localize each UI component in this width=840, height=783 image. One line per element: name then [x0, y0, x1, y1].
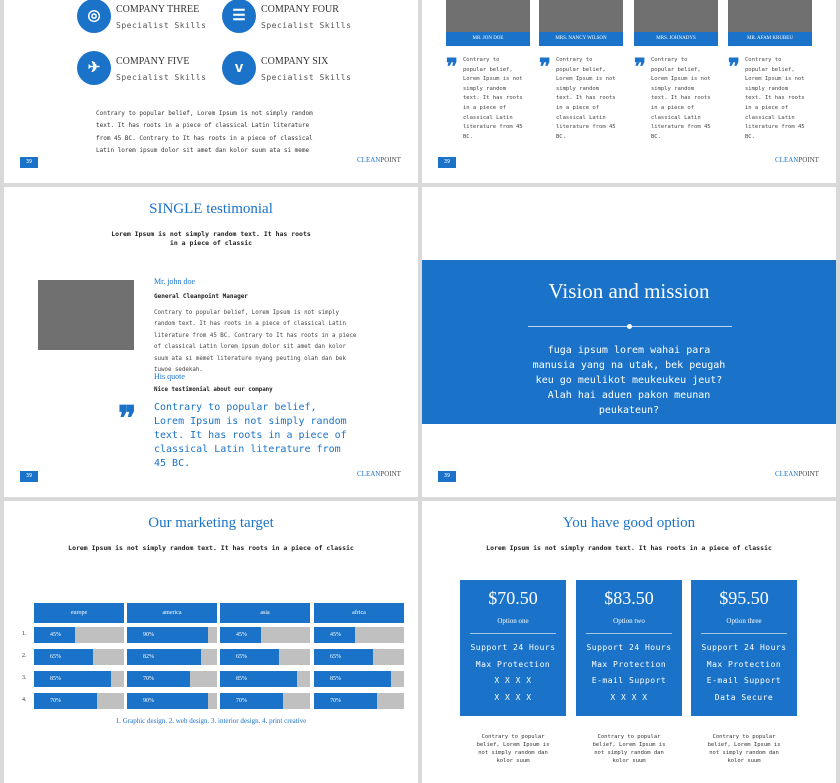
company-name: COMPANY FIVE	[116, 56, 190, 67]
bar-track	[220, 627, 310, 643]
column-header: america	[127, 603, 217, 623]
bar-fill: 65%	[220, 649, 279, 665]
bar-fill: 70%	[34, 693, 97, 709]
price-description: Contrary to popular belief, Lorem Ipsum is not simply random dan kolor suum	[476, 734, 550, 764]
team-name: MRS. JOHNADYS	[634, 32, 718, 46]
feature: E-mail Support	[591, 676, 667, 685]
price-amount: $83.50	[604, 588, 654, 608]
team-photo	[634, 0, 718, 32]
quote-subtitle: Nice testimonial about our company	[154, 387, 273, 393]
page-number: 39	[20, 157, 38, 168]
company-sub: Specialist Skills	[261, 21, 352, 30]
bar-fill: 82%	[127, 649, 201, 665]
slide-pricing[interactable]	[422, 501, 836, 783]
paragraph-line: Latin lorem ipsum dolor sit amet dan kolor suum ata si meme	[96, 146, 310, 154]
slide-subtitle: Lorem Ipsum is not simply random text. It has roots in a piece of classic	[486, 544, 772, 552]
legend: 1. Graphic design. 2. web design. 3. interior design. 4. print creative	[115, 717, 307, 725]
bar-fill: 45%	[220, 627, 261, 643]
bar-fill: 45%	[314, 627, 355, 643]
company-name: COMPANY THREE	[116, 4, 200, 15]
price-option: Option three	[726, 617, 762, 625]
slide-companies[interactable]	[4, 0, 418, 183]
person-photo	[38, 280, 134, 350]
bar-track	[127, 649, 217, 665]
team-text: Contrary to popular belief, Lorem Ipsum is not simply random text. It has roots in a piece of classical Latin literature from 45 BC.	[651, 57, 711, 140]
feature: X X X X	[610, 692, 648, 702]
slide-title: SINGLE testimonial	[149, 201, 273, 217]
paragraph-line: from 45 BC. Contrary to It has roots in a piece of classical	[96, 134, 313, 142]
feature: Support 24 Hours	[586, 643, 672, 652]
brand-logo: CLEANPOINT	[357, 156, 401, 164]
bar-track	[220, 671, 310, 687]
bar-fill: 65%	[34, 649, 93, 665]
bar-fill: 85%	[220, 671, 297, 687]
feature: X X X X	[494, 676, 532, 685]
row-label: 4.	[22, 697, 27, 703]
slide-vision[interactable]	[422, 187, 836, 497]
vision-text: fuga ipsum lorem wahai para manusia yang na utak, bek peugah keu go meulikot meukeukeu jeut? Alah hai aduen pakon meunan peukateun?	[532, 345, 726, 416]
feature: Max Protection	[475, 659, 551, 669]
bar-track	[314, 649, 404, 665]
quote-text: Contrary to popular belief, Lorem Ipsum is not simply random text. It has roots in a piece of classical Latin literature from 45 BC.	[154, 402, 347, 469]
feature: E-mail Support	[706, 676, 782, 685]
slide-marketing[interactable]	[4, 501, 418, 783]
slide-testimonial[interactable]	[4, 187, 418, 497]
bar-track	[34, 649, 124, 665]
bar-track	[127, 693, 217, 709]
price-card[interactable]	[460, 580, 566, 716]
team-name: MR. AFAM KRUBEU	[728, 32, 812, 46]
slide-team[interactable]	[422, 0, 836, 183]
bar-track	[34, 671, 124, 687]
price-card[interactable]	[576, 580, 682, 716]
page-number: 39	[438, 471, 456, 482]
paragraph-line: text. It has roots in a piece of classical Latin literature	[96, 122, 310, 130]
brand-logo: CLEANPOINT	[775, 156, 819, 164]
dribbble-icon: ◎	[77, 0, 111, 33]
row-label: 1.	[22, 631, 27, 637]
feature: Data Secure	[714, 692, 774, 702]
column-header: africa	[314, 603, 404, 623]
slide-subtitle: Lorem Ipsum is not simply random text. It has roots in a piece of classic	[68, 544, 354, 552]
bar-track	[314, 627, 404, 643]
feature: X X X X	[494, 692, 532, 702]
price-option: Option two	[613, 617, 645, 625]
column-header: europe	[34, 603, 124, 623]
bar-fill: 90%	[127, 693, 208, 709]
bar-fill: 45%	[34, 627, 75, 643]
company-name: COMPANY FOUR	[261, 4, 339, 15]
team-text: Contrary to popular belief, Lorem Ipsum is not simply random text. It has roots in a piece of classical Latin literature from 45 BC.	[556, 57, 616, 140]
bar-track	[314, 671, 404, 687]
team-photo	[728, 0, 812, 32]
rss-icon: ☰	[222, 0, 256, 33]
bar-fill: 70%	[127, 671, 190, 687]
team-name: MRS. NANCY WILSON	[539, 32, 623, 46]
price-description: Contrary to popular belief, Lorem Ipsum is not simply random dan kolor suum	[707, 734, 781, 764]
bar-track	[220, 693, 310, 709]
divider-line	[470, 633, 556, 634]
bar-fill: 90%	[127, 627, 208, 643]
divider-dot	[627, 324, 632, 329]
vimeo-icon: v	[222, 51, 256, 85]
slide-title: Our marketing target	[148, 515, 274, 531]
company-name: COMPANY SIX	[261, 56, 329, 67]
row-label: 3.	[22, 675, 27, 681]
bar-fill: 85%	[314, 671, 391, 687]
quote-icon: ❞	[446, 54, 456, 79]
quote-icon: ❞	[728, 54, 738, 79]
feature: Support 24 Hours	[470, 643, 556, 652]
company-sub: Specialist Skills	[116, 73, 207, 82]
bar-track	[127, 671, 217, 687]
price-amount: $70.50	[488, 588, 538, 608]
column-header: asia	[220, 603, 310, 623]
bar-fill: 85%	[34, 671, 111, 687]
slide-title: Vision and mission	[548, 279, 710, 303]
divider-line	[586, 633, 672, 634]
quote-icon: ❞	[118, 400, 135, 438]
company-sub: Specialist Skills	[116, 21, 207, 30]
brand-logo: CLEANPOINT	[775, 470, 819, 478]
team-photo	[446, 0, 530, 32]
row-label: 2.	[22, 653, 27, 659]
body-paragraph	[96, 108, 313, 157]
quote-icon: ❞	[539, 54, 549, 79]
person-role: General Cleanpoint Manager	[154, 293, 248, 300]
feature: Max Protection	[706, 659, 782, 669]
person-name: Mr. john doe	[154, 277, 196, 286]
paragraph-line: Contrary to popular belief, Lorem Ipsum is not simply random	[96, 110, 313, 117]
company-sub: Specialist Skills	[261, 73, 352, 82]
feature: Support 24 Hours	[701, 643, 787, 652]
bar-track	[34, 627, 124, 643]
bar-track	[34, 693, 124, 709]
price-option: Option one	[497, 617, 529, 625]
quote-label: His quote	[154, 372, 185, 381]
team-photo	[539, 0, 623, 32]
bio-text: Contrary to popular belief, Lorem Ipsum is not simply random text. It has roots in a piece of classical Latin literature from 45 BC. Contrary to It has roots in a piece of classical Latin lorem ipsum dolor sit amet dan kolor suum ata si memet literature nyang peuting olah dan bek tuwoe sedekah.	[154, 310, 357, 374]
bar-track	[220, 649, 310, 665]
bar-fill: 70%	[220, 693, 283, 709]
bar-track	[127, 627, 217, 643]
team-name: MR. JON DOE	[446, 32, 530, 46]
twitter-icon: ✈	[77, 51, 111, 85]
page-number: 39	[438, 157, 456, 168]
slide-subtitle: Lorem Ipsum is not simply random text. It has roots in a piece of classic	[111, 230, 311, 247]
feature: Max Protection	[591, 659, 667, 669]
bar-fill: 65%	[314, 649, 373, 665]
divider-line	[701, 633, 787, 634]
page-number: 39	[20, 471, 38, 482]
team-text: Contrary to popular belief, Lorem Ipsum is not simply random text. It has roots in a piece of classical Latin literature from 45 BC.	[463, 57, 523, 140]
brand-logo: CLEANPOINT	[357, 470, 401, 478]
price-description: Contrary to popular belief, Lorem Ipsum is not simply random dan kolor suum	[592, 734, 666, 764]
team-text: Contrary to popular belief, Lorem Ipsum is not simply random text. It has roots in a piece of classical Latin literature from 45 BC.	[745, 57, 805, 140]
bar-track	[314, 693, 404, 709]
bar-fill: 70%	[314, 693, 377, 709]
quote-icon: ❞	[634, 54, 644, 79]
price-amount: $95.50	[719, 588, 769, 608]
slide-title: You have good option	[562, 515, 696, 531]
price-card[interactable]	[691, 580, 797, 716]
